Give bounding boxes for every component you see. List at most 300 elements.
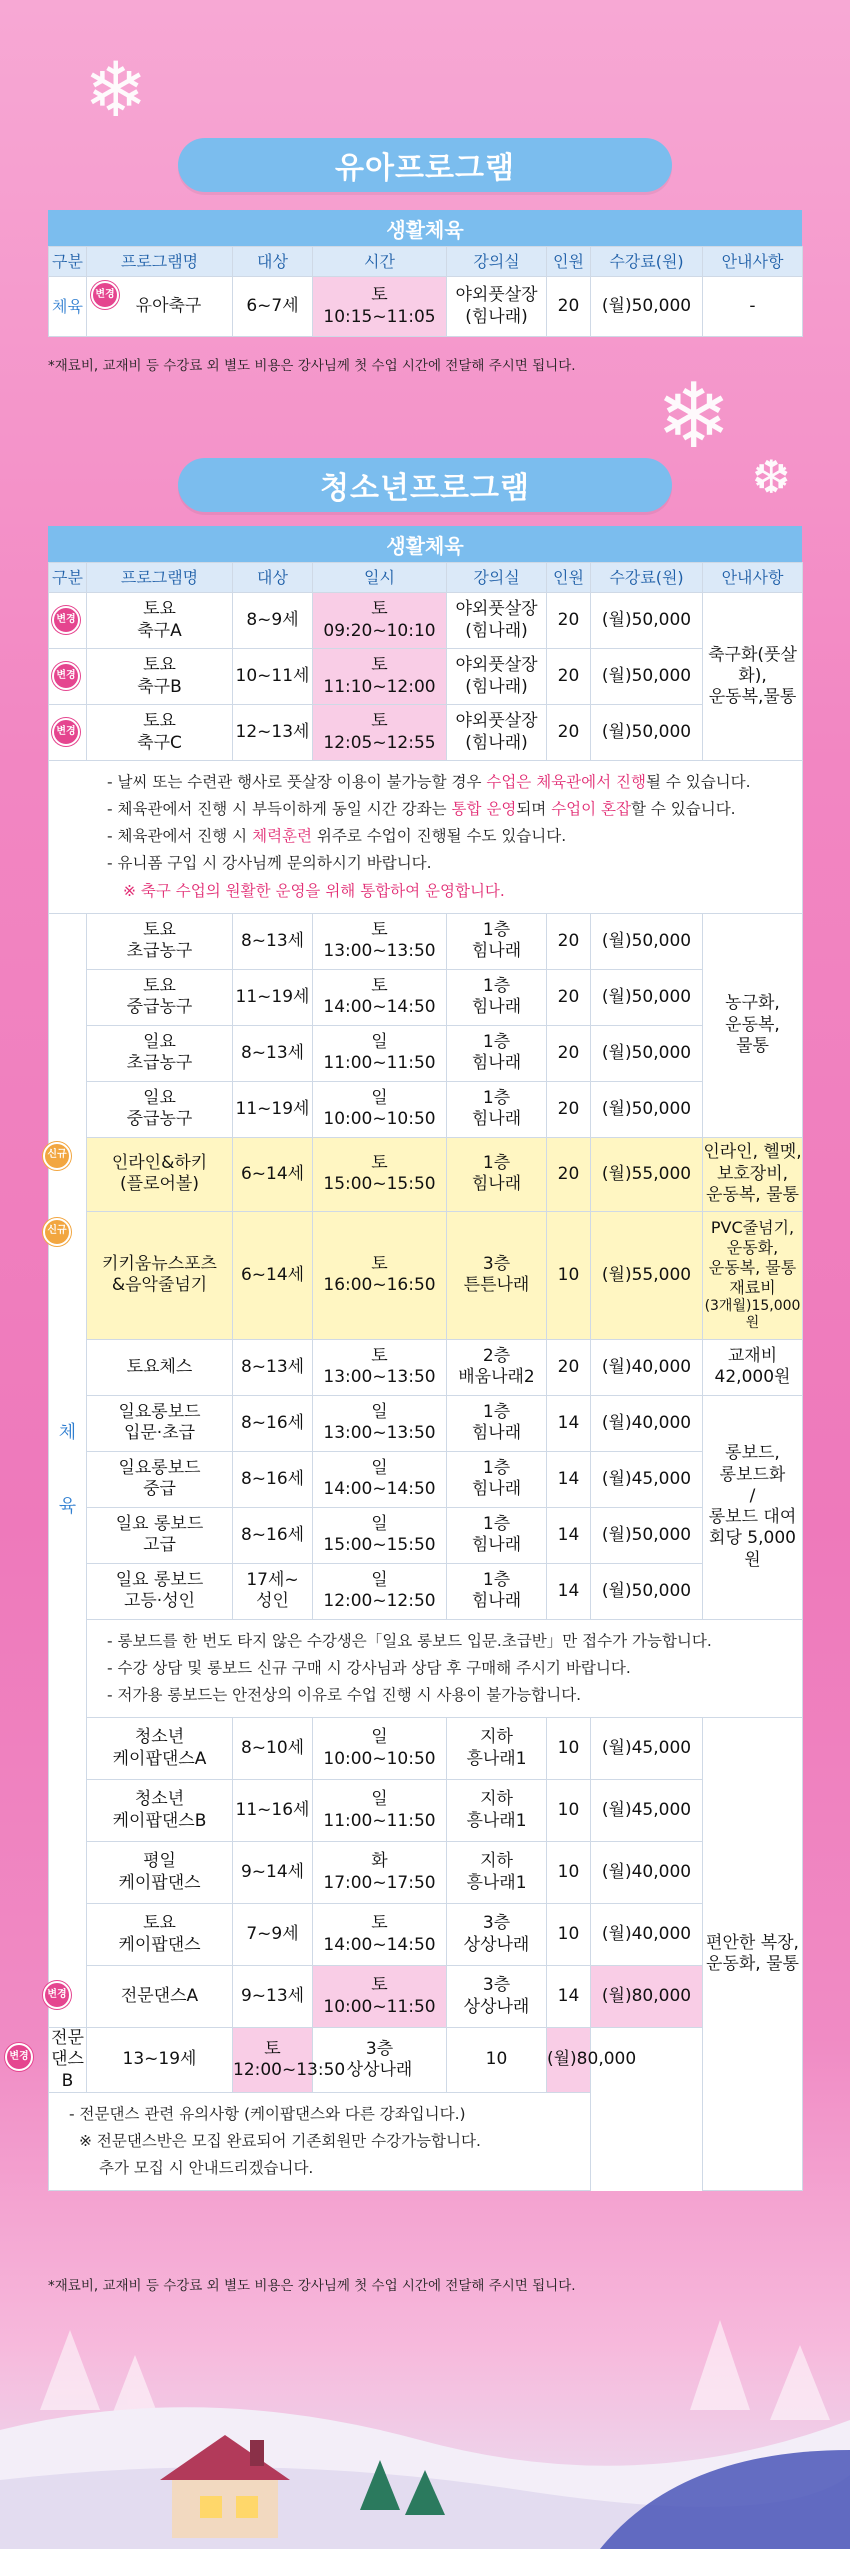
time-cell bbox=[313, 1025, 447, 1081]
time-cell bbox=[313, 1339, 447, 1395]
program-name-cell bbox=[87, 1025, 233, 1081]
room-name: 야외풋살장 bbox=[455, 711, 538, 732]
program-name-cell bbox=[47, 1966, 233, 2028]
capacity-cell: 20 bbox=[547, 913, 591, 969]
capacity-cell: 10 bbox=[547, 1904, 591, 1966]
program-name-line1: 평일 bbox=[143, 1851, 176, 1872]
capacity-cell: 20 bbox=[547, 649, 591, 705]
info-cell: - bbox=[703, 277, 803, 337]
target-cell: 8~9세 bbox=[233, 593, 313, 649]
info-line: 보호장비, bbox=[716, 1163, 789, 1184]
time-day: 일 bbox=[371, 1401, 388, 1422]
room-name: 1층 bbox=[482, 1401, 511, 1422]
time-range: 10:00~10:50 bbox=[323, 1748, 436, 1769]
fee-cell: (월)80,000 bbox=[591, 1966, 703, 2028]
program-name-cell bbox=[47, 1211, 233, 1339]
room-cell bbox=[447, 969, 547, 1025]
note-line: ※ 축구 수업의 원활한 운영을 위해 통합하여 운영합니다. bbox=[123, 881, 505, 900]
fee-cell: (월)50,000 bbox=[591, 705, 703, 761]
fee-cell: (월)40,000 bbox=[591, 1842, 703, 1904]
capacity-cell: 10 bbox=[547, 1718, 591, 1780]
room-cell bbox=[447, 705, 547, 761]
fee-cell: (월)50,000 bbox=[591, 969, 703, 1025]
time-range: 15:00~15:50 bbox=[323, 1174, 436, 1195]
notes-row bbox=[49, 2092, 803, 2190]
capacity-cell: 20 bbox=[547, 1339, 591, 1395]
program-name-cell bbox=[87, 1904, 233, 1966]
room-sub: 힘나래 bbox=[471, 1109, 522, 1130]
program-name-line2: 축구B bbox=[137, 676, 182, 697]
info-line: 42,000원 bbox=[714, 1367, 791, 1388]
note-emphasis: 체력훈련 bbox=[252, 827, 312, 846]
program-name-line2: 고등·성인 bbox=[123, 1591, 196, 1612]
room-sub: (힘나래) bbox=[465, 676, 528, 697]
room-name: 3층 bbox=[482, 1975, 511, 1996]
note-text: 될 수 있습니다. bbox=[645, 773, 751, 791]
section-title-youth: 청소년프로그램 bbox=[178, 458, 672, 512]
info-line: 롱보드화 bbox=[719, 1464, 786, 1485]
time-day: 토 bbox=[371, 975, 388, 996]
table-row bbox=[49, 913, 803, 969]
tree-icon bbox=[40, 2320, 830, 2420]
time-range: 11:10~12:00 bbox=[323, 676, 436, 697]
program-name-cell bbox=[87, 913, 233, 969]
new-badge: 신규 bbox=[43, 1218, 71, 1246]
note-text: - 날씨 또는 수련관 행사로 풋살장 이용이 불가능할 경우 bbox=[107, 773, 487, 791]
time-day: 일 bbox=[371, 1457, 388, 1478]
target-cell: 8~16세 bbox=[233, 1507, 313, 1563]
table-row bbox=[49, 1451, 803, 1507]
time-range: 14:00~14:50 bbox=[323, 1934, 436, 1955]
program-name-cell bbox=[87, 969, 233, 1025]
snowflake-icon: ❆ bbox=[752, 450, 791, 504]
time-range: 10:00~10:50 bbox=[323, 1109, 436, 1130]
time-cell bbox=[233, 2028, 346, 2093]
note-line: - 전문댄스 관련 유의사항 (케이팝댄스와 다른 강좌입니다.) bbox=[69, 2104, 466, 2123]
note-emphasis: 통합 운영 bbox=[451, 800, 517, 819]
youth-footnote: *재료비, 교재비 등 수강료 외 별도 비용은 강사님께 첫 수업 시간에 전달해 주시면 됩니다. bbox=[48, 2278, 576, 2294]
program-name-line1: 토요 bbox=[143, 711, 176, 732]
capacity-cell: 14 bbox=[547, 1563, 591, 1619]
room-sub: 힘나래 bbox=[471, 941, 522, 962]
table-row bbox=[49, 1563, 803, 1619]
change-badge: 변경 bbox=[43, 1981, 71, 2009]
note-text: 위주로 수업이 진행될 수도 있습니다. bbox=[312, 827, 567, 846]
room-name: 야외풋살장 bbox=[455, 285, 538, 306]
info-line: 운동복,물통 bbox=[708, 687, 797, 708]
new-badge: 신규 bbox=[43, 1142, 71, 1170]
program-name-cell bbox=[87, 1780, 233, 1842]
col-header: 대상 bbox=[233, 563, 313, 593]
time-range: 14:00~14:50 bbox=[323, 1479, 436, 1500]
capacity-cell: 20 bbox=[547, 593, 591, 649]
category-char: 체 bbox=[58, 1421, 77, 1443]
program-name-cell bbox=[87, 1507, 233, 1563]
capacity-cell: 10 bbox=[547, 1780, 591, 1842]
program-name-line1: 청소년 bbox=[134, 1727, 185, 1748]
fee-cell: (월)45,000 bbox=[591, 1780, 703, 1842]
target-cell: 8~16세 bbox=[233, 1395, 313, 1451]
time-day: 화 bbox=[371, 1851, 388, 1872]
program-name-cell bbox=[87, 1451, 233, 1507]
room-sub: 상상나래 bbox=[346, 2059, 413, 2080]
note-line bbox=[107, 796, 790, 823]
room-cell bbox=[447, 1395, 547, 1451]
time-day: 토 bbox=[371, 919, 388, 940]
fee-cell: (월)50,000 bbox=[591, 277, 703, 337]
table-row bbox=[49, 1966, 803, 2028]
room-name: 1층 bbox=[482, 1457, 511, 1478]
room-sub: 힘나래 bbox=[471, 1591, 522, 1612]
target-cell: 11~16세 bbox=[233, 1780, 313, 1842]
time-day: 토 bbox=[371, 1975, 388, 1996]
change-badge: 변경 bbox=[91, 281, 119, 309]
program-name-line2: 케이팝댄스 bbox=[118, 1934, 201, 1955]
room-sub: 힘나래 bbox=[471, 1535, 522, 1556]
target-cell: 10~11세 bbox=[233, 649, 313, 705]
room-cell bbox=[447, 1904, 547, 1966]
room-cell bbox=[447, 1451, 547, 1507]
program-name-line1: 일요 bbox=[143, 1087, 176, 1108]
program-name-line1: 토요 bbox=[143, 975, 176, 996]
col-header: 구분 bbox=[49, 563, 87, 593]
time-range: 11:00~11:50 bbox=[323, 1810, 436, 1831]
col-header: 안내사항 bbox=[703, 563, 803, 593]
program-name: 전문댄스B bbox=[51, 2028, 84, 2091]
program-name-line1: 키키움뉴스포츠 bbox=[102, 1253, 217, 1274]
info-line: 롱보드 대여 bbox=[708, 1507, 797, 1528]
change-badge: 변경 bbox=[52, 718, 80, 746]
time-cell bbox=[313, 1451, 447, 1507]
col-header: 강의실 bbox=[447, 563, 547, 593]
time-cell bbox=[313, 1904, 447, 1966]
room-sub: 흥나래1 bbox=[466, 1748, 527, 1769]
col-header: 시간 bbox=[313, 247, 447, 277]
time-cell bbox=[313, 705, 447, 761]
program-name-cell bbox=[87, 1395, 233, 1451]
time-day: 일 bbox=[371, 1087, 388, 1108]
capacity-cell: 20 bbox=[547, 277, 591, 337]
program-name-line2: 초급농구 bbox=[126, 1053, 193, 1074]
time-cell bbox=[313, 969, 447, 1025]
fee-cell: (월)50,000 bbox=[591, 1025, 703, 1081]
capacity-cell: 20 bbox=[547, 705, 591, 761]
table-row bbox=[49, 1904, 803, 1966]
room-sub: 힘나래 bbox=[471, 1479, 522, 1500]
panel-title: 생활체육 bbox=[48, 526, 802, 562]
target-cell: 8~13세 bbox=[233, 913, 313, 969]
program-name-cell bbox=[87, 593, 233, 649]
room-cell bbox=[447, 649, 547, 705]
infant-footnote: *재료비, 교재비 등 수강료 외 별도 비용은 강사님께 첫 수업 시간에 전달해 주시면 됩니다. bbox=[48, 358, 576, 374]
note-line: 추가 모집 시 안내드리겠습니다. bbox=[99, 2159, 314, 2177]
info-cell bbox=[703, 1395, 803, 1619]
time-range: 13:00~13:50 bbox=[323, 1367, 436, 1388]
program-name-cell bbox=[87, 1081, 233, 1137]
time-day: 토 bbox=[371, 599, 388, 620]
program-name-line2: 케이팝댄스 bbox=[118, 1872, 201, 1893]
fee-cell: (월)50,000 bbox=[591, 649, 703, 705]
program-name-line1: 토요 bbox=[143, 599, 176, 620]
time-cell bbox=[313, 593, 447, 649]
program-name-line1: 청소년 bbox=[134, 1789, 185, 1810]
program-name: 전문댄스A bbox=[120, 1985, 199, 2006]
col-header: 인원 bbox=[547, 563, 591, 593]
fee-cell: (월)50,000 bbox=[591, 1507, 703, 1563]
room-name: 1층 bbox=[482, 919, 511, 940]
program-name-line1: 일요롱보드 bbox=[118, 1457, 201, 1478]
fee-cell: (월)40,000 bbox=[591, 1339, 703, 1395]
fee-cell: (월)40,000 bbox=[591, 1395, 703, 1451]
table-row bbox=[49, 649, 803, 705]
program-name: 유아축구 bbox=[135, 295, 202, 316]
time-range: 15:00~15:50 bbox=[323, 1535, 436, 1556]
program-name-line2: 케이팝댄스A bbox=[112, 1748, 207, 1769]
note-line bbox=[107, 769, 790, 796]
program-name-line1: 일요 롱보드 bbox=[115, 1569, 204, 1590]
target-cell: 11~19세 bbox=[233, 969, 313, 1025]
time-range: 12:00~12:50 bbox=[323, 1591, 436, 1612]
time-day: 일 bbox=[371, 1727, 388, 1748]
info-line: / bbox=[749, 1485, 756, 1506]
col-header: 수강료(원) bbox=[591, 247, 703, 277]
table-row bbox=[49, 1718, 803, 1780]
fee-cell: (월)55,000 bbox=[591, 1211, 703, 1339]
time-day: 토 bbox=[264, 2038, 281, 2059]
time-cell bbox=[313, 1842, 447, 1904]
table-row bbox=[49, 1842, 803, 1904]
time-day: 일 bbox=[371, 1031, 388, 1052]
room-name: 3층 bbox=[482, 1913, 511, 1934]
program-name-line2: 고급 bbox=[143, 1535, 176, 1556]
program-name-cell bbox=[9, 2028, 87, 2093]
fee-cell: (월)80,000 bbox=[547, 2028, 591, 2093]
info-line: 롱보드, bbox=[725, 1443, 780, 1464]
info-line: 편안한 복장, bbox=[706, 1932, 799, 1953]
room-sub: 튼튼나래 bbox=[463, 1275, 530, 1296]
table-row bbox=[49, 969, 803, 1025]
program-name-line2: 축구A bbox=[137, 620, 182, 641]
room-cell bbox=[447, 1507, 547, 1563]
col-header: 인원 bbox=[547, 247, 591, 277]
capacity-cell: 20 bbox=[547, 969, 591, 1025]
room-name: 지하 bbox=[480, 1851, 513, 1872]
capacity-cell: 10 bbox=[547, 1211, 591, 1339]
program-name-line2: 중급농구 bbox=[126, 997, 193, 1018]
target-cell: 11~19세 bbox=[233, 1081, 313, 1137]
program-name-line1: 일요롱보드 bbox=[118, 1401, 201, 1422]
capacity-cell: 14 bbox=[547, 1395, 591, 1451]
time-day: 토 bbox=[371, 655, 388, 676]
info-line: 운동복, bbox=[725, 1014, 780, 1035]
time-day: 일 bbox=[371, 1789, 388, 1810]
info-line: 인라인, 헬멧, bbox=[703, 1142, 802, 1163]
capacity-cell: 20 bbox=[547, 1025, 591, 1081]
time-cell bbox=[313, 1563, 447, 1619]
program-name-line2: 축구C bbox=[137, 732, 182, 753]
room-sub: 상상나래 bbox=[463, 1934, 530, 1955]
program-name-line2: (플로어볼) bbox=[120, 1174, 199, 1195]
room-name: 1층 bbox=[482, 1087, 511, 1108]
category-cell: 체육 bbox=[49, 277, 87, 337]
category-cell bbox=[49, 649, 87, 705]
time-cell bbox=[313, 1780, 447, 1842]
notes-row bbox=[49, 1619, 803, 1717]
info-line: 축구화(풋살화), bbox=[708, 644, 797, 686]
room-sub: (힘나래) bbox=[465, 306, 528, 327]
program-name-line1: 일요 롱보드 bbox=[115, 1513, 204, 1534]
note-text: 되며 bbox=[516, 800, 552, 819]
table-row bbox=[49, 1081, 803, 1137]
table-row bbox=[49, 1395, 803, 1451]
info-line: 운동복, 물통 bbox=[706, 1184, 799, 1205]
program-name-line2: 초급농구 bbox=[126, 941, 193, 962]
table-row bbox=[49, 593, 803, 649]
room-name: 야외풋살장 bbox=[455, 599, 538, 620]
room-name: 3층 bbox=[482, 1253, 511, 1274]
category-cell bbox=[49, 913, 87, 2027]
program-name-line1: 일요 bbox=[143, 1031, 176, 1052]
room-name: 야외풋살장 bbox=[455, 655, 538, 676]
info-line: 농구화, bbox=[725, 993, 780, 1014]
snowflake-icon: ❄ bbox=[656, 364, 732, 469]
room-cell bbox=[447, 1966, 547, 2028]
change-badge: 변경 bbox=[5, 2043, 33, 2071]
note-emphasis: 수업이 혼잡 bbox=[551, 800, 631, 819]
col-header: 프로그램명 bbox=[87, 247, 233, 277]
room-cell bbox=[447, 1339, 547, 1395]
youth-table-panel bbox=[9, 526, 802, 2191]
room-cell bbox=[447, 277, 547, 337]
time-range: 10:15~11:05 bbox=[323, 306, 436, 327]
notes-row bbox=[49, 761, 803, 914]
info-line: (3개월)15,000원 bbox=[704, 1297, 801, 1332]
time-range: 12:05~12:55 bbox=[323, 732, 436, 753]
capacity-cell: 10 bbox=[547, 1842, 591, 1904]
table-row bbox=[49, 1780, 803, 1842]
target-line1: 17세~ bbox=[246, 1569, 299, 1590]
time-day: 토 bbox=[371, 1253, 388, 1274]
target-cell: 6~14세 bbox=[233, 1211, 313, 1339]
room-cell bbox=[447, 1081, 547, 1137]
note-text: 할 수 있습니다. bbox=[630, 800, 736, 819]
time-cell bbox=[313, 649, 447, 705]
room-cell bbox=[447, 1780, 547, 1842]
fee-cell: (월)40,000 bbox=[591, 1904, 703, 1966]
time-cell bbox=[313, 1718, 447, 1780]
room-name: 3층 bbox=[365, 2038, 394, 2059]
program-name-line2: 중급농구 bbox=[126, 1109, 193, 1130]
target-cell: 8~10세 bbox=[233, 1718, 313, 1780]
program-name-cell: 토요체스 bbox=[87, 1339, 233, 1395]
col-header: 안내사항 bbox=[703, 247, 803, 277]
target-cell: 8~13세 bbox=[233, 1339, 313, 1395]
time-range: 10:00~11:50 bbox=[323, 1996, 436, 2017]
info-cell bbox=[703, 1339, 803, 1395]
target-cell bbox=[233, 1563, 313, 1619]
room-sub: 힘나래 bbox=[471, 1174, 522, 1195]
time-cell bbox=[313, 913, 447, 969]
room-sub: 힘나래 bbox=[471, 997, 522, 1018]
time-cell bbox=[313, 277, 447, 337]
time-range: 09:20~10:10 bbox=[323, 620, 436, 641]
col-header: 수강료(원) bbox=[591, 563, 703, 593]
time-range: 16:00~16:50 bbox=[323, 1275, 436, 1296]
time-day: 토 bbox=[371, 285, 388, 306]
program-name-line2: 입문·초급 bbox=[123, 1423, 196, 1444]
time-cell bbox=[313, 1211, 447, 1339]
col-header: 강의실 bbox=[447, 247, 547, 277]
program-name-cell bbox=[87, 1842, 233, 1904]
table-row bbox=[49, 277, 803, 337]
info-line: 물통 bbox=[736, 1035, 769, 1056]
change-badge: 변경 bbox=[52, 662, 80, 690]
room-sub: 힘나래 bbox=[471, 1053, 522, 1074]
target-cell: 12~13세 bbox=[233, 705, 313, 761]
note-text: - 체육관에서 진행 시 부득이하게 동일 시간 강좌는 bbox=[107, 800, 452, 819]
time-cell bbox=[313, 1966, 447, 2028]
time-range: 12:00~13:50 bbox=[233, 2059, 346, 2080]
fee-cell: (월)45,000 bbox=[591, 1451, 703, 1507]
capacity-cell: 14 bbox=[547, 1507, 591, 1563]
room-cell bbox=[447, 1211, 547, 1339]
program-name-cell bbox=[87, 1718, 233, 1780]
col-header: 구분 bbox=[49, 247, 87, 277]
fee-cell: (월)50,000 bbox=[591, 1563, 703, 1619]
room-name: 1층 bbox=[482, 975, 511, 996]
time-cell bbox=[313, 1395, 447, 1451]
info-line: 운동복, 물통 bbox=[708, 1257, 797, 1277]
room-name: 지하 bbox=[480, 1789, 513, 1810]
room-cell bbox=[447, 1137, 547, 1211]
program-name-cell bbox=[47, 1137, 233, 1211]
info-cell bbox=[703, 1211, 803, 1339]
program-name-cell bbox=[87, 649, 233, 705]
program-name-line1: 토요 bbox=[143, 655, 176, 676]
target-cell: 9~13세 bbox=[233, 1966, 313, 2028]
table-row bbox=[49, 1211, 803, 1339]
program-name-line2: 중급 bbox=[143, 1479, 176, 1500]
time-day: 토 bbox=[371, 1152, 388, 1173]
room-name: 1층 bbox=[482, 1513, 511, 1534]
time-cell bbox=[313, 1137, 447, 1211]
note-line: - 유니폼 구입 시 강사님께 문의하시기 바랍니다. bbox=[107, 854, 432, 873]
info-line: 회당 5,000원 bbox=[709, 1528, 796, 1570]
room-cell bbox=[447, 593, 547, 649]
infant-table-panel bbox=[48, 210, 802, 337]
table-row bbox=[49, 1137, 803, 1211]
program-name-line2: &음악줄넘기 bbox=[111, 1275, 208, 1296]
target-cell: 13~19세 bbox=[87, 2028, 233, 2093]
info-line: 재료비 bbox=[729, 1277, 776, 1297]
room-name: 2층 bbox=[482, 1345, 511, 1366]
capacity-cell: 14 bbox=[547, 1966, 591, 2028]
note-line: - 저가용 롱보드는 안전상의 이유로 수업 진행 시 사용이 불가능합니다. bbox=[107, 1685, 582, 1704]
target-cell: 8~13세 bbox=[233, 1025, 313, 1081]
room-sub: 힘나래 bbox=[471, 1423, 522, 1444]
note-emphasis: 수업은 체육관에서 진행 bbox=[486, 773, 646, 791]
room-cell bbox=[447, 1718, 547, 1780]
col-header: 대상 bbox=[233, 247, 313, 277]
program-name-cell bbox=[87, 277, 233, 337]
note-text: - 체육관에서 진행 시 bbox=[107, 827, 253, 846]
fee-cell: (월)50,000 bbox=[591, 1081, 703, 1137]
room-sub: 흥나래1 bbox=[466, 1810, 527, 1831]
snowflake-icon: ❄ bbox=[84, 45, 148, 134]
target-cell: 8~16세 bbox=[233, 1451, 313, 1507]
room-name: 1층 bbox=[482, 1031, 511, 1052]
time-range: 11:00~11:50 bbox=[323, 1053, 436, 1074]
